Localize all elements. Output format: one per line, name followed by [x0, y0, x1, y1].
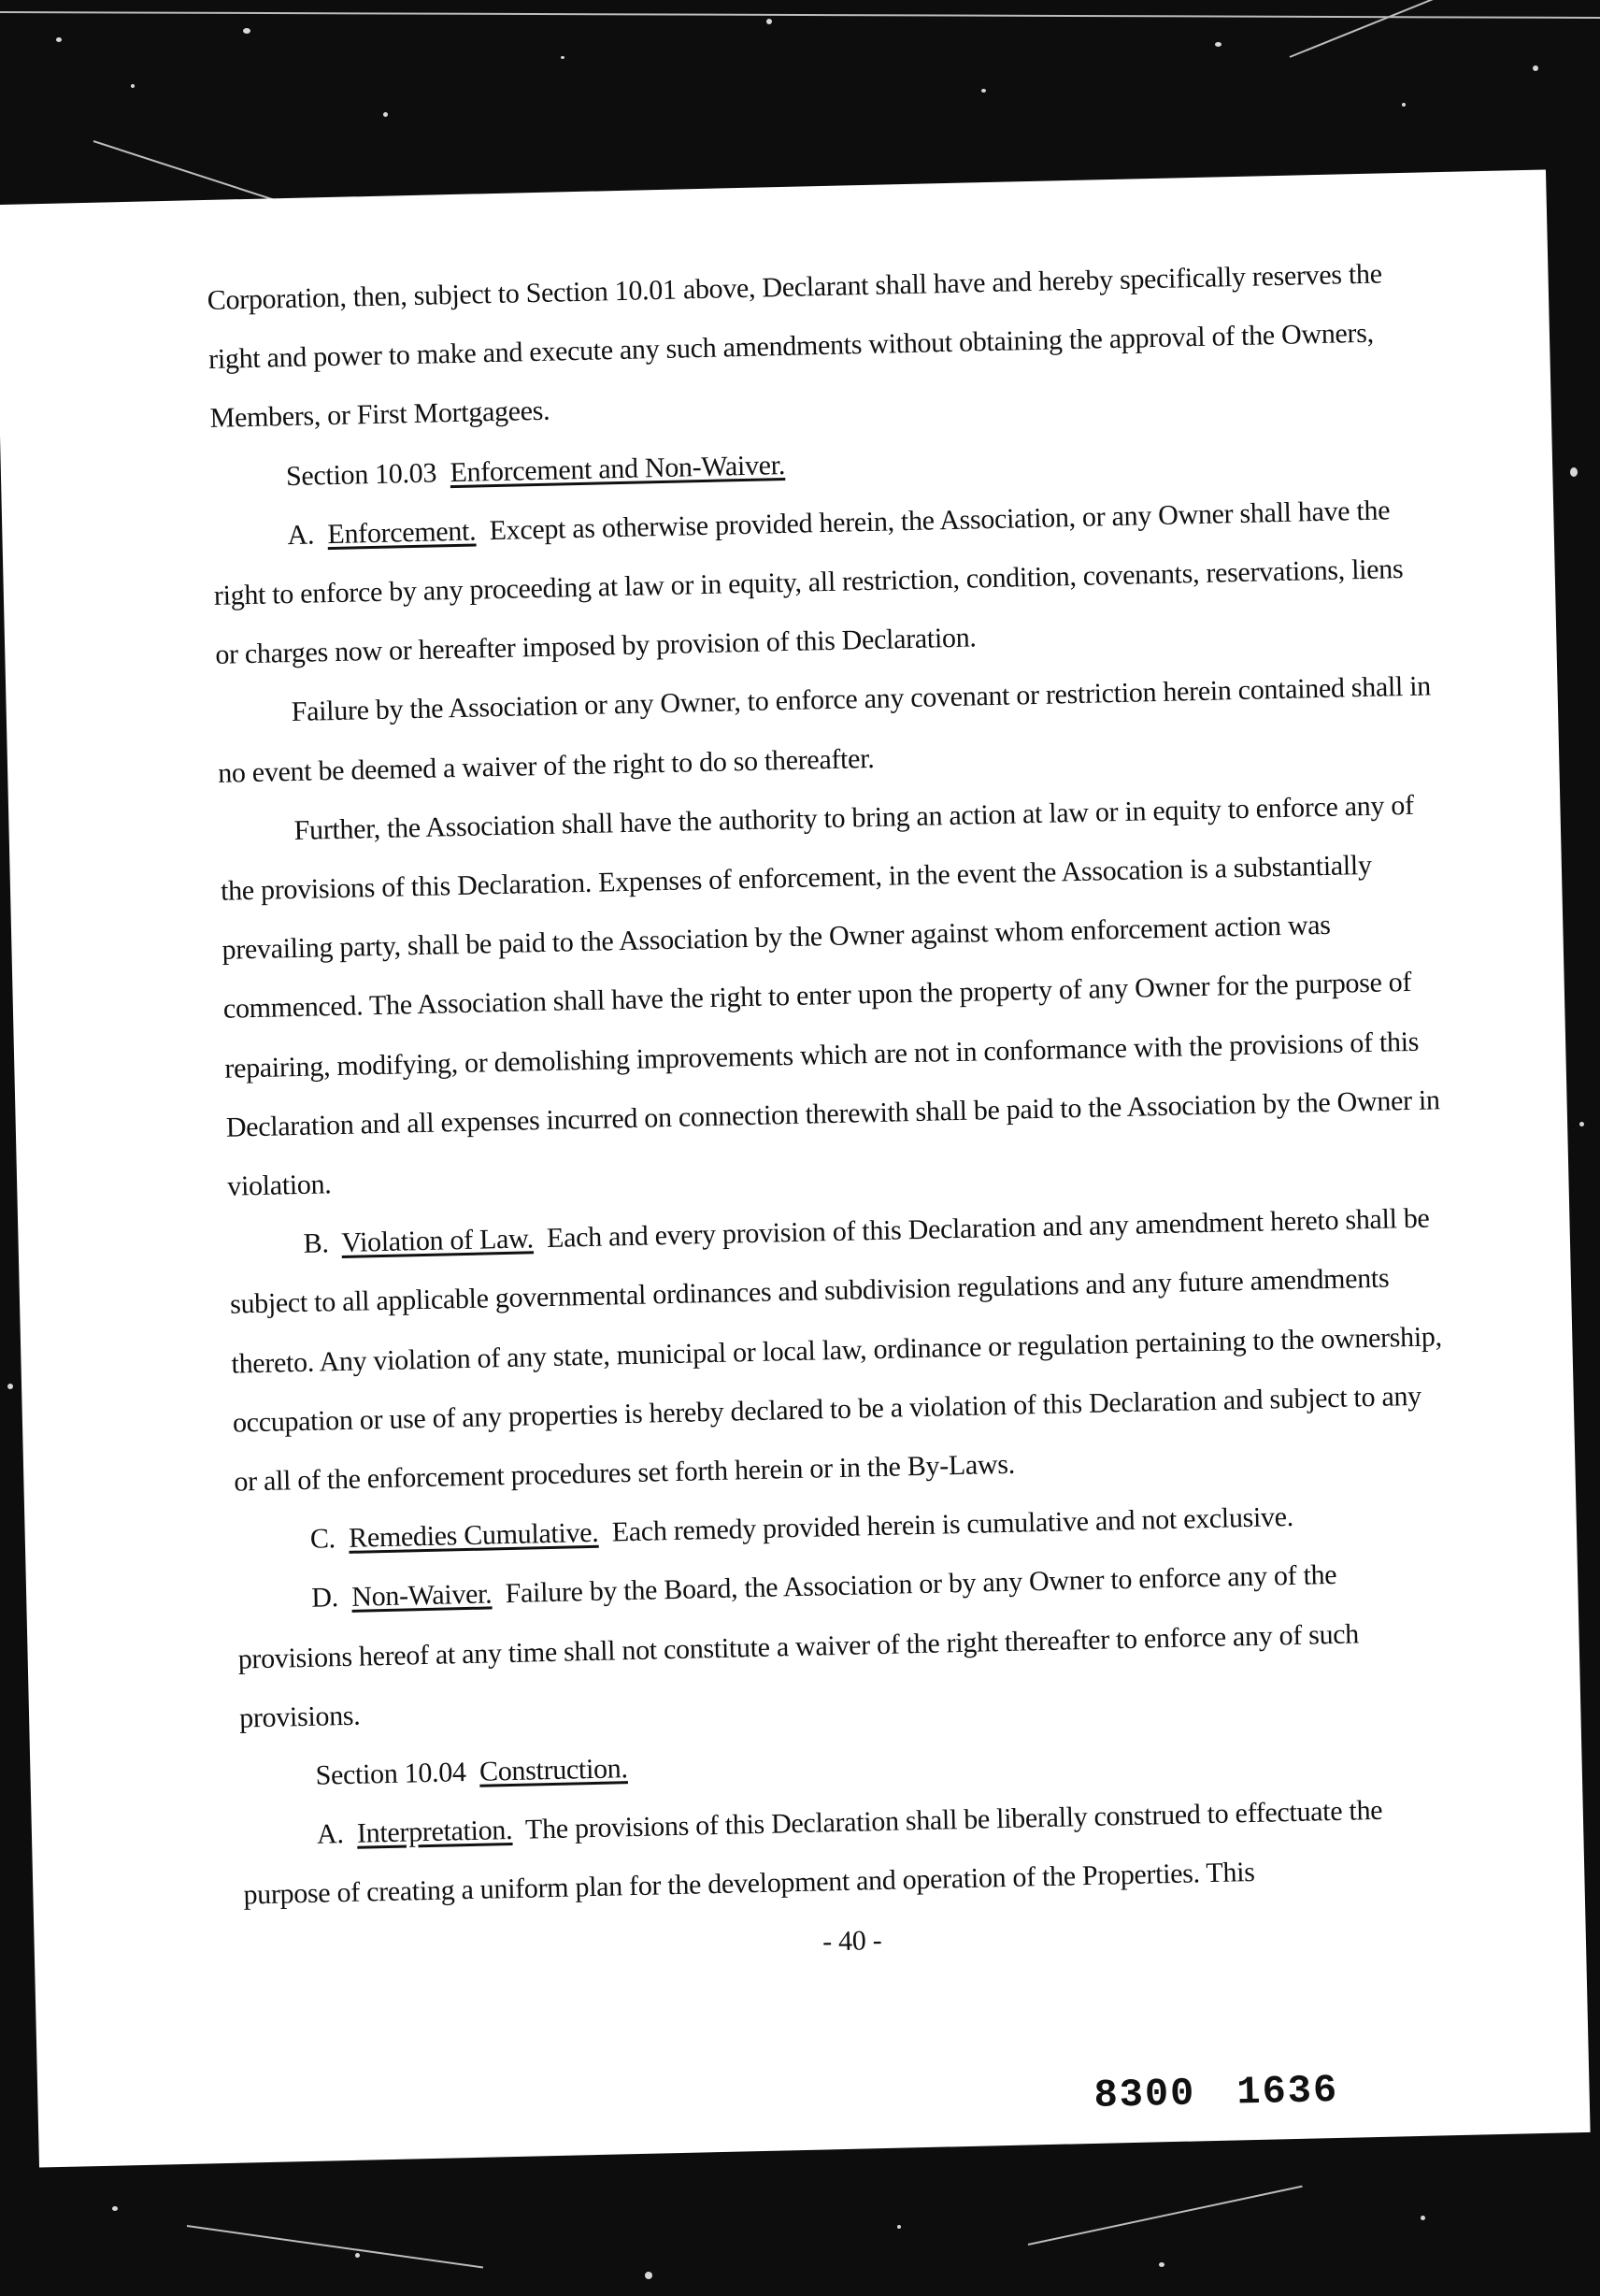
paragraph-violation-of-law-title: Violation of Law.	[341, 1223, 535, 1259]
scan-speck	[1402, 103, 1406, 107]
scan-speck	[766, 19, 772, 24]
paragraph-non-waiver	[236, 1543, 1455, 1748]
paragraph-enforcement	[212, 480, 1431, 684]
paragraph-remedies-cumulative-title: Remedies Cumulative.	[348, 1517, 599, 1555]
scan-speck	[1159, 2262, 1164, 2267]
paragraph-failure: Failure by the Association or any Owner, to enforce any covenant or restriction herein contained shall in no event be deemed a waiver of the right to do so thereafter.	[217, 670, 1432, 789]
paragraph-enforcement-text: Except as otherwise provided herein, the Association, or any Owner shall have the right to enforce by any proceeding at law or in equity, all restriction, condition, covenants, reservations, liens or charges now or hereafter imposed by provision of this Declaration.	[213, 495, 1404, 671]
paragraph-non-waiver-title: Non-Waiver.	[350, 1578, 493, 1614]
scan-speck	[1215, 42, 1221, 47]
document-page	[0, 169, 1591, 2167]
paragraph-violation-of-law-text: Each and every provision of this Declaration and any amendment hereto shall be subject to all applicable governmental ordinances and subdivision regulations and any future amendments thereto. Any violation of any state, municipal or local law, ordinance or regulation pertaining to the ownership, occupation or use of any properties is hereby declared to be a violation of this Declaration and subject to any or all of the enforcement procedures set forth herein or in the By-Laws.	[229, 1202, 1443, 1498]
paragraph-non-waiver-letter: D.	[310, 1582, 339, 1614]
intro-paragraph: Corporation, then, subject to Section 10.01 above, Declarant shall have and hereby specifically reserves the right and power to make and execute any such amendments without obtaining the approval of the Owners, Members, or First Mortgagees.	[207, 258, 1382, 435]
page-number: - 40 -	[821, 1924, 882, 1958]
scan-speck	[383, 112, 388, 117]
scan-speck	[561, 56, 564, 59]
scan-speck	[1533, 65, 1538, 71]
paragraph-remedies-cumulative-letter: C.	[309, 1523, 336, 1556]
section-10-03-title: Enforcement and Non-Waiver.	[450, 449, 786, 488]
paragraph-interpretation-title: Interpretation.	[356, 1815, 513, 1850]
paragraph-enforcement-letter: A.	[287, 519, 315, 551]
paragraph-enforcement-title: Enforcement.	[327, 515, 477, 550]
paragraph-remedies-cumulative-text: Each remedy provided herein is cumulative and not exclusive.	[611, 1501, 1294, 1548]
paragraph-interpretation-letter: A.	[316, 1818, 344, 1851]
section-10-04-title: Construction.	[479, 1753, 628, 1787]
scan-scratch	[0, 11, 1600, 19]
document-body	[207, 243, 1460, 1984]
scan-speck	[1579, 1122, 1584, 1126]
recording-page-number: 1636	[1236, 2068, 1339, 2116]
scan-speck	[645, 2272, 652, 2279]
paragraph-non-waiver-text: Failure by the Board, the Association or by any Owner to enforce any of the provisions hereof at any time shall not constitute a waiver of the right thereafter to enforce any of such provisions.	[237, 1559, 1360, 1734]
paragraph-violation-of-law	[228, 1188, 1450, 1511]
recording-book-number: 8300	[1093, 2071, 1196, 2118]
recording-number	[1093, 2068, 1339, 2118]
paragraph-interpretation-text: The provisions of this Declaration shall be liberally construed to effectuate the purpose of creating a uniform plan for the development and operation of the Properties. This	[243, 1795, 1383, 1912]
scan-speck	[1421, 2216, 1425, 2220]
scan-speck	[1570, 467, 1578, 477]
scan-speck	[112, 2206, 118, 2211]
scan-scratch	[1290, 0, 1481, 58]
scan-speck	[56, 37, 62, 42]
scan-speck	[131, 84, 135, 88]
scan-speck	[897, 2225, 901, 2229]
scan-speck	[7, 1384, 13, 1389]
section-10-04-label: Section 10.04	[315, 1757, 467, 1791]
scan-speck	[981, 89, 986, 93]
paragraph-further: Further, the Association shall have the authority to bring an action at law or in equity to enforce any of the provisions of this Declaration. Expenses of enforcement, in the event the Assocation is a substantially prevailing party, shall be paid to the Association by the Owner against whom enforcement action was commenced. The Association shall have the right to enter upon the property of any Owner for the purpose of repairing, modifying, or demolishing improvements which are not in conformance with the provisions of this Declaration and all expenses incurred on connection therewith shall be paid to the Association by the Owner in violation.	[220, 789, 1440, 1202]
paragraph-violation-of-law-letter: B.	[303, 1227, 329, 1260]
scan-speck	[243, 28, 250, 34]
section-10-03-label: Section 10.03	[285, 457, 437, 492]
scan-scratch	[187, 2225, 483, 2269]
scan-speck	[355, 2253, 360, 2258]
scan-scratch	[1028, 2186, 1303, 2246]
